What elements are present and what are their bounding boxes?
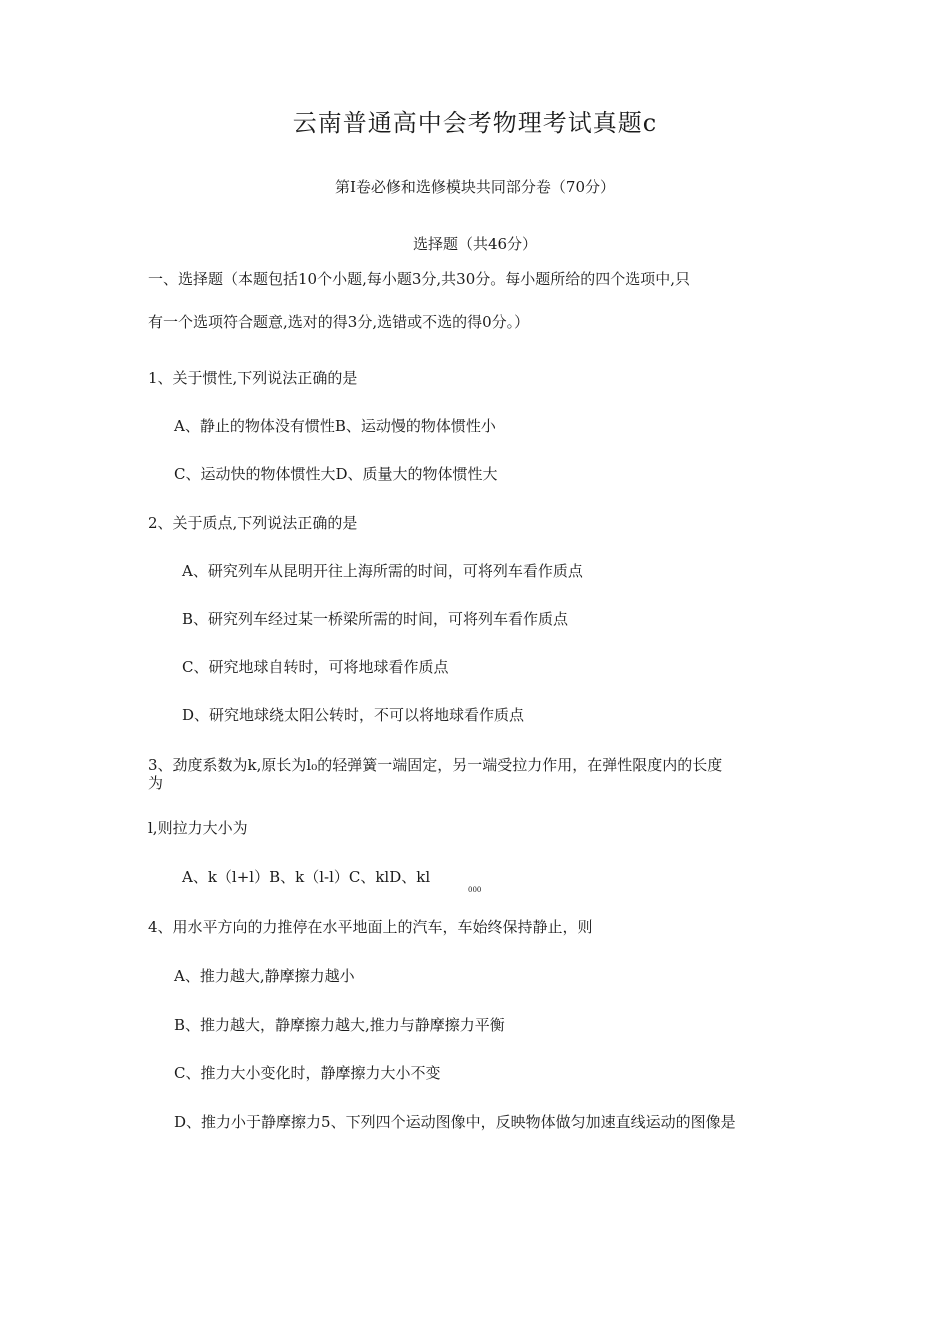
q1-stem: 1、关于惯性,下列说法正确的是 [148,369,358,387]
q3-subscripts: 000 [468,886,482,894]
q1-options-line-1: A、静止的物体没有惯性B、运动慢的物体惯性小 [174,417,496,435]
document-title: 云南普通高中会考物理考试真题c [292,109,658,137]
q3-stem-line-1: 3、劲度系数为k,原长为l₀的轻弹簧一端固定，另一端受拉力作用，在弹性限度内的长度 [148,756,723,774]
q4-stem: 4、用水平方向的力推停在水平地面上的汽车，车始终保持静止，则 [148,918,593,936]
q4-option-d-and-q5: D、推力小于静摩擦力5、下列四个运动图像中，反映物体做匀加速直线运动的图像是 [174,1113,736,1131]
q2-stem: 2、关于质点,下列说法正确的是 [148,514,358,532]
q4-option-b: B、推力越大，静摩擦力越大,推力与静摩擦力平衡 [174,1016,505,1034]
q2-option-c: C、研究地球自转时，可将地球看作质点 [182,658,449,676]
q2-option-a: A、研究列车从昆明开往上海所需的时间，可将列车看作质点 [182,562,583,580]
q4-option-a: A、推力越大,静摩擦力越小 [174,967,355,985]
q4-option-c: C、推力大小变化时，静摩擦力大小不变 [174,1064,441,1082]
q3-stem-line-2: 为 [148,774,164,792]
section-heading: 选择题（共46分） [412,235,538,253]
q3-options: A、k（l+l）B、k（l-l）C、klD、kl [182,868,431,886]
volume-heading: 第I卷必修和选修模块共同部分卷（70分） [334,178,615,196]
q3-stem-line-3: l,则拉力大小为 [148,819,248,837]
q2-option-b: B、研究列车经过某一桥梁所需的时间，可将列车看作质点 [182,610,569,628]
q2-option-d: D、研究地球绕太阳公转时，不可以将地球看作质点 [182,706,525,724]
q1-options-line-2: C、运动快的物体惯性大D、质量大的物体惯性大 [174,465,498,483]
instructions-line-2: 有一个选项符合题意,选对的得3分,选错或不选的得0分。） [148,313,530,331]
instructions-line-1: 一、选择题（本题包括10个小题,每小题3分,共30分。每小题所给的四个选项中,只 [148,270,691,288]
